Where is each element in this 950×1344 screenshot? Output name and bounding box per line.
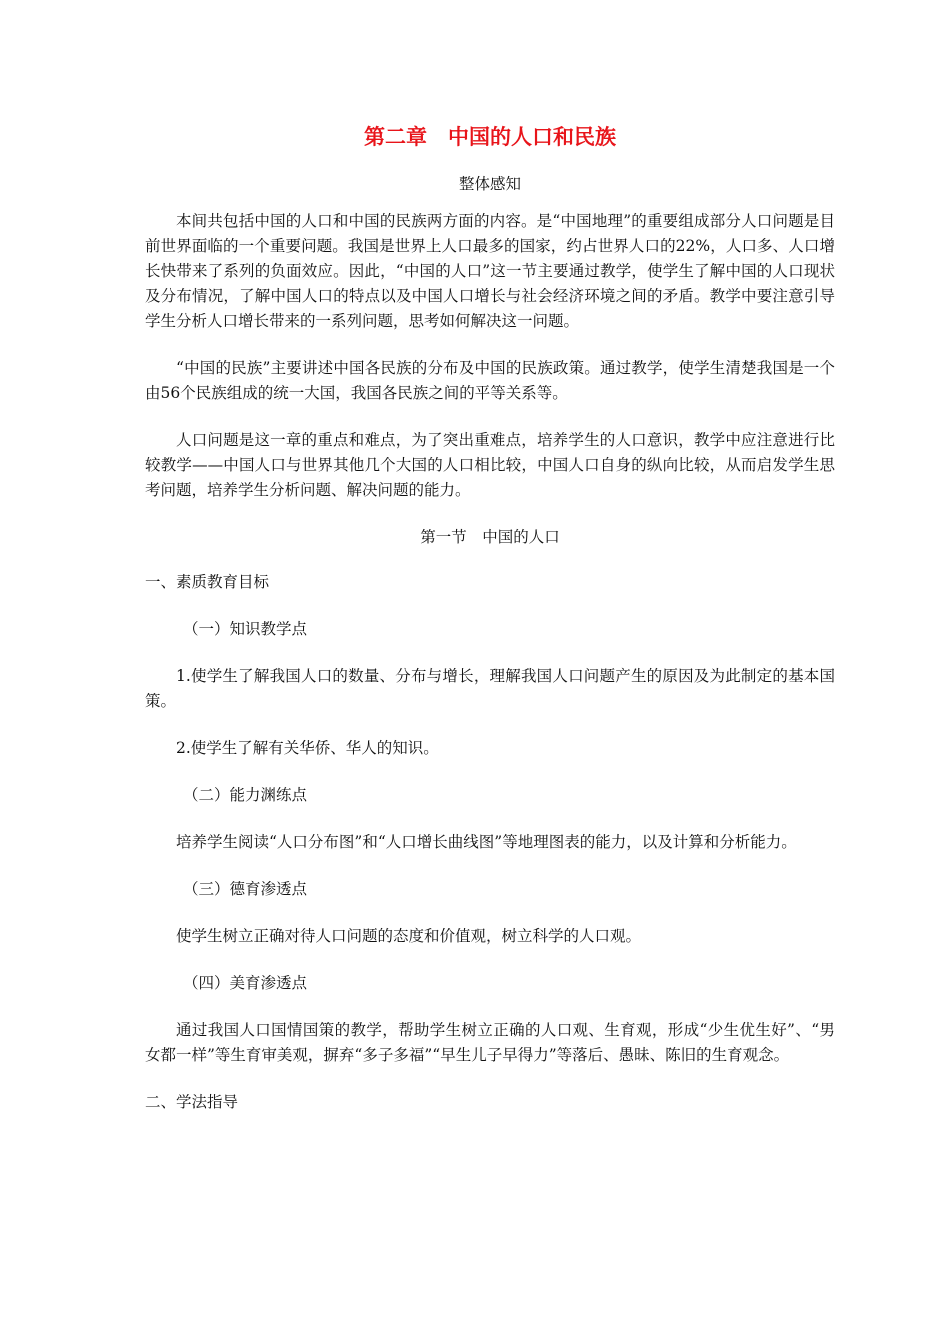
aesthetic-paragraph: 通过我国人口国情国策的教学，帮助学生树立正确的人口观、生育观，形成“少生优生好”、“男女都一样”等生育审美观，摒弃“多子多福”“早生儿子早得力”等落后、愚昧、陈旧的生育观念。 [145, 1021, 835, 1064]
intro-paragraph-2: “中国的民族”主要讲述中国各民族的分布及中国的民族政策。通过教学，使学生清楚我国是一个由56个民族组成的统一大国，我国各民族之间的平等关系等。 [145, 359, 835, 402]
ability-paragraph: 培养学生阅读“人口分布图”和“人口增长曲线图”等地理图表的能力，以及计算和分析能力。 [176, 833, 797, 851]
subheading-knowledge: （一）知识教学点 [183, 620, 308, 638]
intro-paragraph-3: 人口问题是这一章的重点和难点，为了突出重难点，培养学生的人口意识，教学中应注意进行比较教学——中国人口与世界其他几个大国的人口相比较，中国人口自身的纵向比较，从而启发学生思考问题，培养学生分析问题、解决问题的能力。 [145, 431, 835, 499]
subheading-aesthetic: （四）美育渗透点 [183, 974, 308, 992]
heading-quality-goals: 一、素质教育目标 [145, 573, 270, 591]
section-title: 第一节 中国的人口 [420, 528, 560, 546]
subheading-moral: （三）德育渗透点 [183, 880, 308, 898]
subheading-ability: （二）能力渊练点 [183, 786, 308, 804]
knowledge-point-2: 2.使学生了解有关华侨、华人的知识。 [176, 739, 439, 757]
moral-paragraph: 使学生树立正确对待人口问题的态度和价值观，树立科学的人口观。 [176, 927, 642, 945]
heading-study-guide: 二、学法指导 [145, 1093, 239, 1111]
knowledge-point-1: 1.使学生了解我国人口的数量、分布与增长，理解我国人口问题产生的原因及为此制定的基本国策。 [145, 667, 835, 710]
intro-paragraph-1: 本间共包括中国的人口和中国的民族两方面的内容。是“中国地理”的重要组成部分人口问题是目前世界面临的一个重要问题。我国是世界上人口最多的国家，约占世界人口的22%，人口多、人口增长快带来了系列的负面效应。因此，“中国的人口”这一节主要通过教学，使学生了解中国的人口现状及分布情况，了解中国人口的特点以及中国人口增长与社会经济环境之间的矛盾。教学中要注意引导学生分析人口增长带来的一系列问题，思考如何解决这一问题。 [145, 212, 835, 330]
chapter-title: 第二章 中国的人口和民族 [364, 124, 616, 149]
overview-subtitle: 整体感知 [458, 175, 521, 193]
